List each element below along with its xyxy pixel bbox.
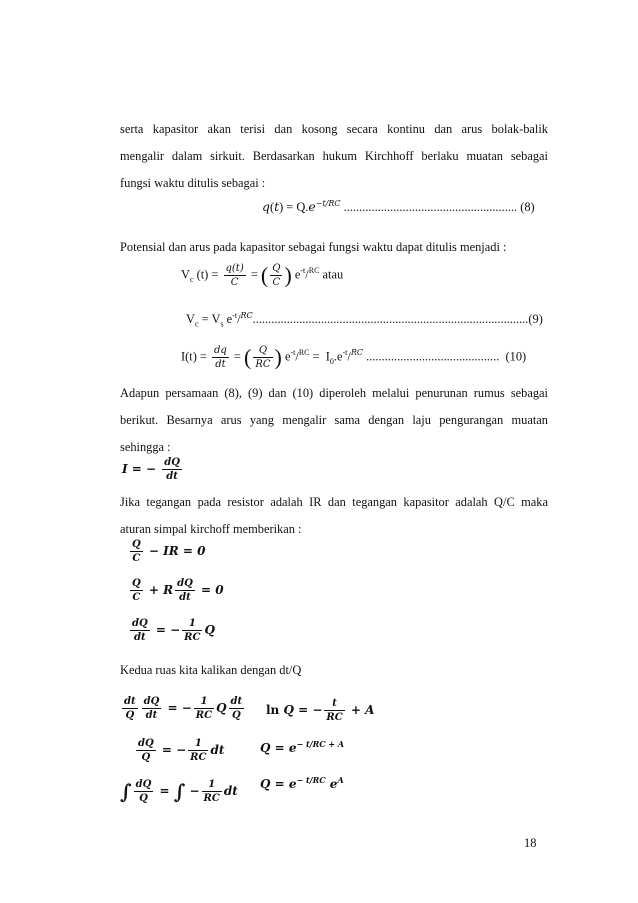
equation-loop-3: $\frac{dQ}{dt}$ = − $\frac{1}{RC}$ Q	[132, 618, 215, 643]
paragraph-line: Potensial dan arus pada kapasitor sebagai fungsi waktu dapat ditulis menjadi :	[120, 240, 507, 254]
equation-number: (8)	[520, 200, 535, 215]
paragraph-line: fungsi waktu ditulis sebagai :	[120, 176, 266, 190]
paragraph-potential	[120, 234, 548, 261]
equation-loop-2: $\frac{Q}{C}$ + R $\frac{dQ}{dt}$ = 0	[132, 578, 224, 603]
equation-step-3: ∫ $\frac{dQ}{Q}$ = ∫ − $\frac{1}{RC}$ dt	[120, 779, 238, 804]
equation-loop-1: $\frac{Q}{C}$ − IR = 0	[132, 539, 206, 564]
paragraph-line: serta kapasitor akan terisi dan kosong secara kontinu dan arus bolak-balik	[120, 122, 548, 136]
equation-dots: ........................................................	[343, 200, 518, 215]
equation-9a: $V_c$ (t) = $\frac{q(t)}{C}$ = ( $\frac{Q}{C}$ ) $e^{-t}/^{RC}$ atau	[181, 262, 344, 288]
equation-9: $V_c = V_s$ $e^{-t}/^{RC}.........................................................................................(9)$	[186, 311, 543, 329]
equation-step-6: $Q = e^{- t/RC}$ $e^A$	[260, 775, 344, 791]
equation-number: (10)	[505, 349, 527, 364]
equation-step-1: $\frac{dt}{Q}$ $\frac{dQ}{dt}$ = − $\frac{1}{RC}$ Q $\frac{dt}{Q}$	[124, 696, 243, 721]
equation-dots: ...........................................	[366, 349, 500, 364]
equation-step-2: $\frac{dQ}{Q}$ = − $\frac{1}{RC}$ dt	[138, 738, 225, 763]
paragraph-line: mengalir dalam sirkuit. Berdasarkan hukum Kirchhoff berlaku muatan sebagai	[120, 149, 548, 163]
paragraph-kirchhoff	[120, 489, 548, 543]
paragraph-multiply	[120, 657, 548, 684]
equation-current: I = − $\frac{dQ}{dt}$	[122, 457, 180, 482]
paragraph-line: Kedua ruas kita kalikan dengan dt/Q	[120, 663, 302, 677]
paragraph-line: sehingga :	[120, 440, 171, 454]
paragraph-line: Jika tegangan pada resistor adalah IR dan tegangan kapasitor adalah Q/C maka	[120, 495, 548, 509]
equation-step-4: ln Q = − $\frac{t}{RC}$ + A	[266, 698, 375, 723]
equation-number: (9)	[528, 312, 543, 327]
equation-10: I(t) = $\frac{dq}{dt}$ = ( $\frac{Q}{RC}$ ) $e^{-t}/^{RC} = I_0.e^{-t}/^{RC}$ ........................................... (10)	[181, 344, 527, 370]
paragraph-derivation	[120, 380, 548, 461]
equation-8: $q(t) = Q.e^{-t/RC}$ ........................................................ (8)	[262, 199, 535, 215]
paragraph-line: aturan simpal kirchoff memberikan :	[120, 522, 302, 536]
paragraph-line: Adapun persamaan (8), (9) dan (10) diperoleh melalui penurunan rumus sebagai	[120, 386, 548, 400]
paragraph-line: berikut. Besarnya arus yang mengalir sama dengan laju pengurangan muatan	[120, 413, 548, 427]
equation-dots: .........................................................................................	[252, 312, 529, 327]
equation-step-5: $Q = e^{- t/RC + A}$	[260, 739, 345, 755]
atau-text: atau	[322, 267, 344, 282]
page-number: 18	[524, 836, 537, 850]
paragraph-intro	[120, 116, 548, 197]
